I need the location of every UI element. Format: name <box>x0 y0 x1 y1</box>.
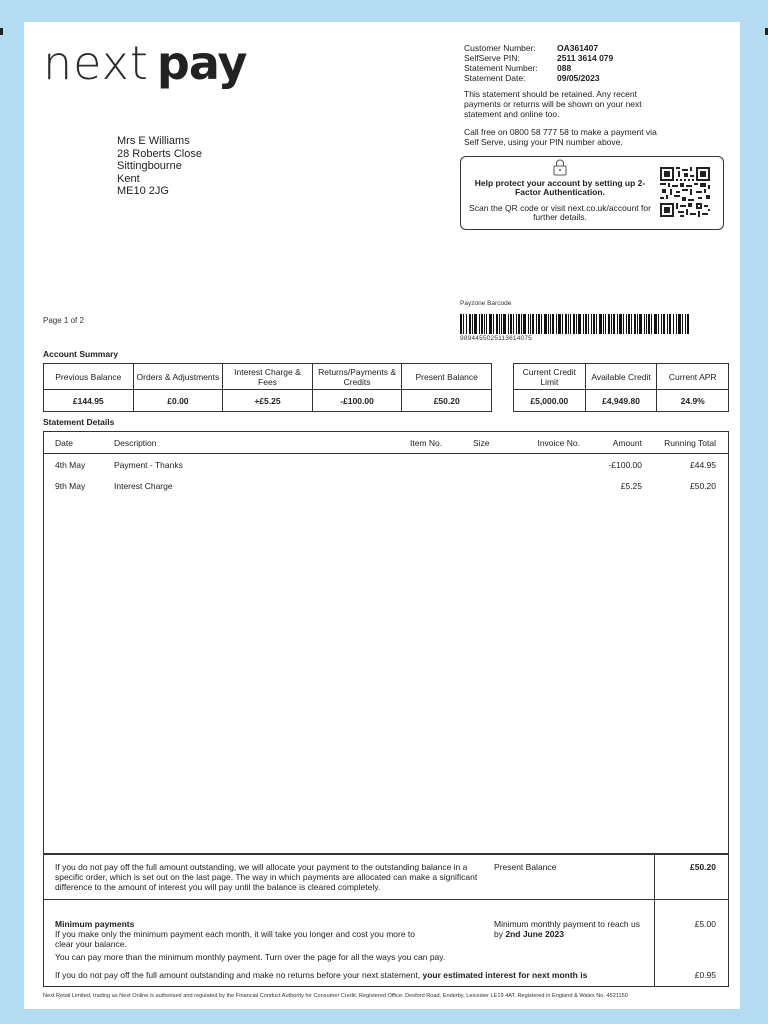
account-info <box>464 43 664 147</box>
crop-mark-left <box>0 28 3 35</box>
account-summary-title: Account Summary <box>43 349 119 359</box>
nextpay-logo <box>43 34 246 91</box>
available-credit: £4,949.80 <box>585 390 657 412</box>
recipient-address <box>117 135 202 198</box>
row-amount: -£100.00 <box>608 460 642 470</box>
orders-adjustments: £0.00 <box>133 390 223 412</box>
statement-page <box>24 22 740 1009</box>
statement-details-table <box>43 431 729 854</box>
returns-payments: -£100.00 <box>312 390 402 412</box>
summary-header: Present Balance <box>402 364 492 390</box>
interest-fees: +£5.25 <box>223 390 313 412</box>
interest-text-bold: your estimated interest for next month is <box>422 970 588 980</box>
row-date: 4th May <box>55 460 86 470</box>
info-label: Statement Number: <box>464 63 538 73</box>
minimum-payment-value: £5.00 <box>694 919 716 929</box>
present-balance-label: Present Balance <box>494 862 557 872</box>
pay-more-text: You can pay more than the minimum monthly payment. Turn over the page for all the ways you can pay. <box>55 952 446 962</box>
table-row <box>44 460 728 480</box>
credit-limit: £5,000.00 <box>514 390 586 412</box>
selfserve-pin: 2511 3614 079 <box>557 53 614 63</box>
divider <box>44 899 728 900</box>
padlock-icon <box>553 159 567 176</box>
col-date: Date <box>55 438 73 448</box>
row-description: Interest Charge <box>114 481 173 491</box>
regulatory-footer: Next Retail Limited, trading as Next Online is authorised and regulated by the Financial Conduct Authority for Consumer Credit. Registered Office: Desford Road, Enderby, Leicester LE19 4AT. Registered in England & Wales No. 4521150 <box>43 993 628 999</box>
account-summary-table <box>43 363 492 412</box>
current-apr: 24.9% <box>657 390 729 412</box>
min-due-date: 2nd June 2023 <box>505 929 564 939</box>
address-line: Mrs E Williams <box>117 135 190 147</box>
col-running-total: Running Total <box>664 438 716 448</box>
divider <box>654 855 655 986</box>
customer-number: OA361407 <box>557 43 599 53</box>
address-line: ME10 2JG <box>117 185 169 198</box>
allocation-text: If you do not pay off the full amount outstanding, we will allocate your payment to the outstanding balance in a specific order, which is set out on the last page. The way in which payments are allocated can make a significant difference to the amount of interest you will pay until the balance is cleared completely. <box>55 862 478 892</box>
qr-code-icon[interactable] <box>659 167 711 217</box>
payzone-number: 9894455025113614075 <box>460 335 533 342</box>
credit-header: Available Credit <box>585 364 657 390</box>
estimated-interest-text <box>55 970 587 980</box>
page-indicator: Page 1 of 2 <box>43 316 84 325</box>
previous-balance: £144.95 <box>44 390 134 412</box>
statement-date: 09/05/2023 <box>557 73 600 83</box>
logo-bold-text: pay <box>156 36 247 90</box>
call-notice: Call free on 0800 58 777 58 to make a payment via Self Serve, using your PIN number above. <box>464 127 657 147</box>
summary-header: Interest Charge & Fees <box>223 364 313 390</box>
statement-number: 088 <box>557 63 572 73</box>
col-amount: Amount <box>612 438 642 448</box>
minimum-payments-text: If you make only the minimum payment each month, it will take you longer and cost you more to clear your balance. <box>55 929 416 949</box>
details-header-row <box>44 432 728 454</box>
min-label-prefix: Minimum monthly payment to reach us by <box>494 919 640 939</box>
col-item-no: Item No. <box>410 438 443 448</box>
balance-summary-box <box>43 854 729 987</box>
logo-light-text: next <box>43 36 149 90</box>
twofa-box <box>460 156 724 230</box>
info-label: Customer Number: <box>464 43 536 53</box>
minimum-payments-title: Minimum payments <box>55 919 135 929</box>
statement-details-title: Statement Details <box>43 417 115 427</box>
twofa-heading: Help protect your account by setting up 2-Factor Authentication. <box>474 178 646 197</box>
info-label: Statement Date: <box>464 73 526 83</box>
credit-header: Current Credit Limit <box>514 364 586 390</box>
retain-notice: This statement should be retained. Any recent payments or returns will be shown on your next statement and online too. <box>464 89 642 119</box>
row-running-total: £44.95 <box>690 460 716 470</box>
present-balance-value: £50.20 <box>690 862 716 872</box>
row-running-total: £50.20 <box>690 481 716 491</box>
minimum-payment-label <box>494 919 644 939</box>
address-line: Kent <box>117 172 140 185</box>
col-size: Size <box>473 438 490 448</box>
interest-text-prefix: If you do not pay off the full amount outstanding and make no returns before your next statement, <box>55 970 423 980</box>
info-label: SelfServe PIN: <box>464 53 520 63</box>
credit-summary-table <box>513 363 729 412</box>
summary-header: Previous Balance <box>44 364 134 390</box>
address-line: Sittingbourne <box>117 160 182 173</box>
summary-header: Returns/Payments & Credits <box>312 364 402 390</box>
row-date: 9th May <box>55 481 86 491</box>
payzone-barcode <box>460 314 690 334</box>
twofa-body: Scan the QR code or visit next.co.uk/account for further details. <box>469 203 651 222</box>
row-description: Payment - Thanks <box>114 460 183 470</box>
estimated-interest-value: £0.95 <box>694 970 716 980</box>
present-balance: £50.20 <box>402 390 492 412</box>
payzone-label: Payzone Barcode <box>460 300 512 307</box>
col-description: Description <box>114 438 157 448</box>
summary-header: Orders & Adjustments <box>133 364 223 390</box>
credit-header: Current APR <box>657 364 729 390</box>
table-row <box>44 481 728 501</box>
address-line: 28 Roberts Close <box>117 147 202 160</box>
col-invoice-no: Invoice No. <box>537 438 580 448</box>
row-amount: £5.25 <box>620 481 642 491</box>
